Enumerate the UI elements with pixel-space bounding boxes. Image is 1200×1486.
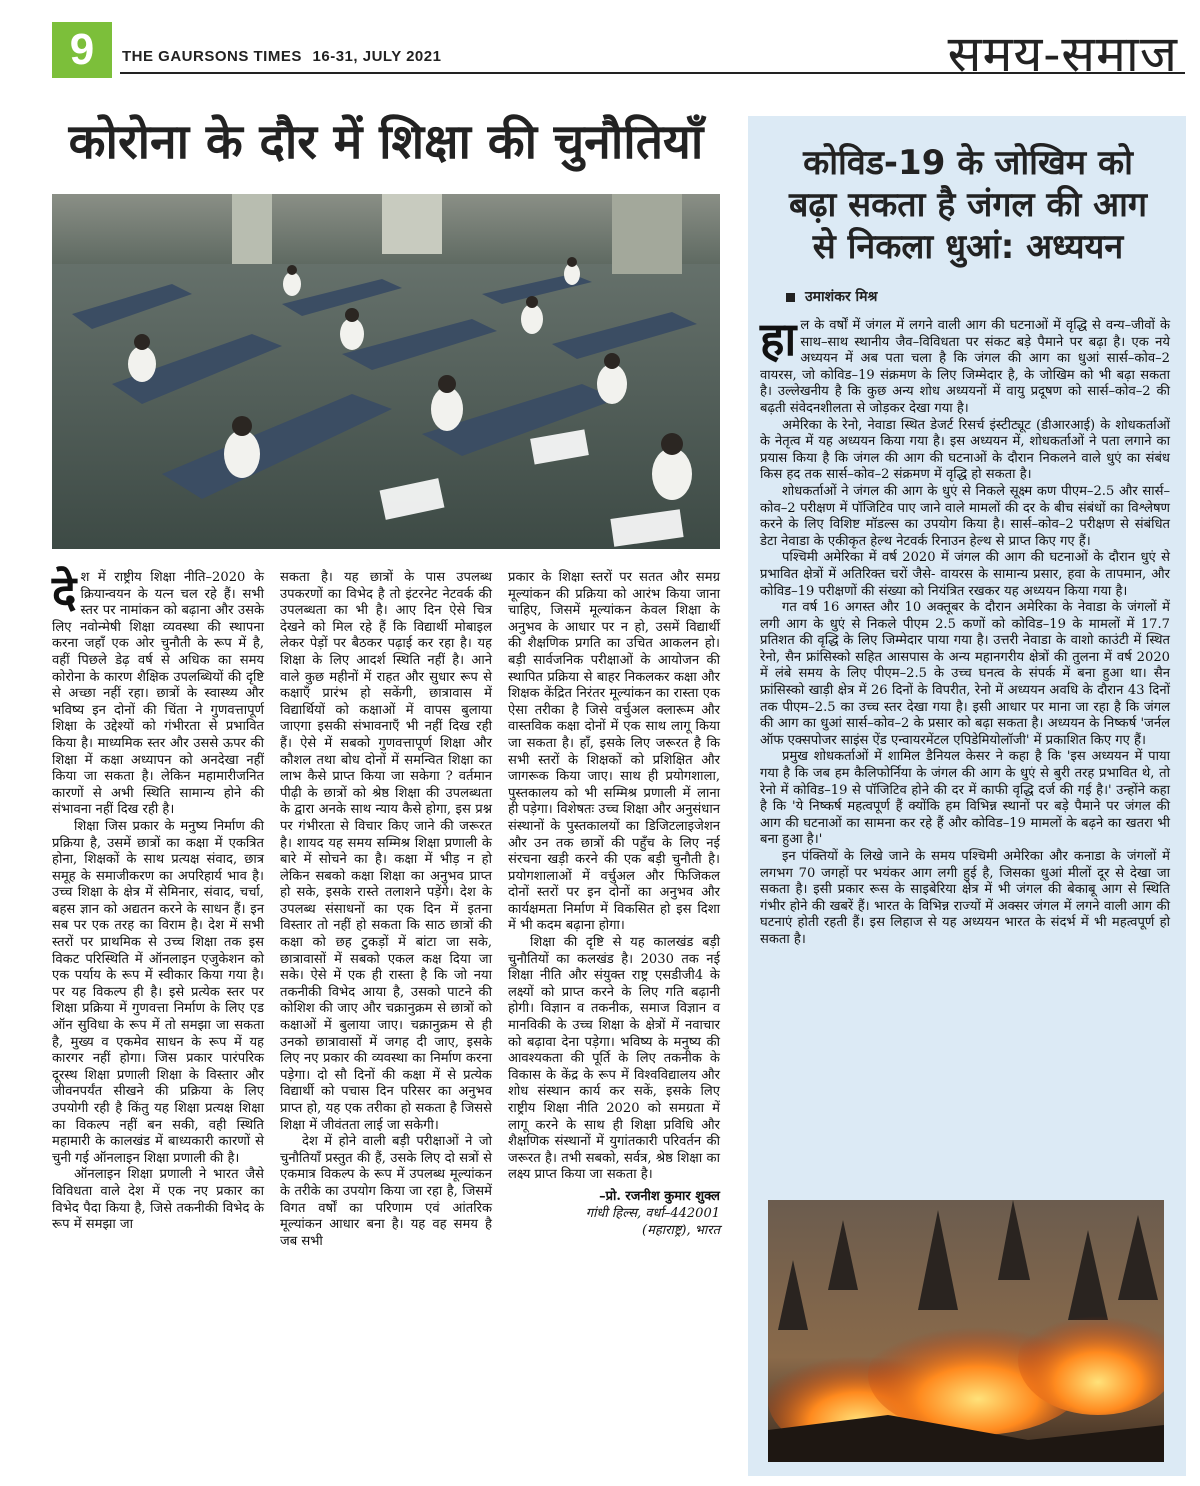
page-number: 9 (52, 22, 112, 78)
side-article-body (760, 312, 1170, 949)
issue-date: 16-31, JULY 2021 (312, 48, 442, 65)
side-headline-line: से निकला धुआं: अध्ययन (812, 227, 1124, 267)
paragraph: प्रकार के शिक्षा स्तरों पर सतत और समग्र मूल्यांकन की प्रक्रिया को आरंभ किया जाना चाहिए, जिसमें मूल्यांकन केवल शिक्षा के अनुभव के आधार पर न हो, उसमें विद्यार्थी की शैक्षणिक प्रगति का उचित आकलन हो। बड़ी सार्वजनिक परीक्षाओं के आयोजन की स्थापित प्रक्रिया से बाहर निकलकर कक्षा और शिक्षक केंद्रित निरंतर मूल्यांकन का रास्ता एक ऐसा तरीका है जिसे वर्चुअल क्लारूम और वास्तविक कक्षा दोनों में एक साथ लागू किया जा सकता है। हाँ, इसके लिए जरूरत है कि सभी स्तरों के शिक्षकों को प्रशिक्षित और जागरूक किया जाए। साथ ही प्रयोगशाला, पुस्तकालय को भी सम्मिश्र प्रणाली में लाना ही पड़ेगा। विशेषतः उच्च शिक्षा और अनुसंधान संस्थानों के पुस्तकालयों का डिजिटलाइजेशन और उन तक छात्रों की पहुँच के लिए नई संरचना खड़ी करने की एक बड़ी चुनौती है। प्रयोगशालाओं में वर्चुअल और फिजिकल दोनों स्तरों पर इन दोनों का अनुभव और कार्यक्षमता निर्माण में विकसित हो इस दिशा में भी कदम बढ़ाना होगा। (508, 570, 720, 934)
main-article-body (52, 565, 720, 1475)
author-signature (508, 1188, 720, 1239)
article-column-1 (52, 565, 264, 1234)
paragraph: हाल के वर्षों में जंगल में लगने वाली आग की घटनाओं में वृद्धि से वन्य–जीवों के साथ–साथ स्थानीय जैव–विविधता पर संकट बड़े पैमाने पर बढ़ा है। एक नये अध्ययन में अब पता चला है कि जंगल की आग का धुआं सार्स–कोव–2 वायरस, जो कोविड–19 संक्रमण के लिए जिम्मेदार है, के जोखिम को भी बढ़ा सकता है। उल्लेखनीय है कि कुछ अन्य शोध अध्ययनों में वायु प्रदूषण को सार्स–कोव–2 की बढ़ती संवेदनशीलता से जोड़कर देखा गया है। (760, 312, 1170, 416)
paragraph: अमेरिका के रेनो, नेवाडा स्थित डेजर्ट रिसर्च इंस्टीट्यूट (डीआरआई) के शोधकर्ताओं के नेतृत्व में यह अध्ययन किया गया है। इस अध्ययन में, शोधकर्ताओं ने पता लगाने का प्रयास किया है कि जंगल की आग की घटनाओं के दौरान निकलने वाले धुएं का संबंध किस हद तक सार्स–कोव–2 संक्रमण में वृद्धि हो सकता है। (760, 417, 1170, 483)
paragraph: शिक्षा जिस प्रकार के मनुष्य निर्माण की प्रक्रिया है, उसमें छात्रों का कक्षा में एकत्रित होना, शिक्षकों के साथ प्रत्यक्ष संवाद, छात्र समूह के समाजीकरण का अपरिहार्य भाव है। उच्च शिक्षा के क्षेत्र में सेमिनार, संवाद, चर्चा, बहस ज्ञान को अद्यतन करने के साधन हैं। इन सब पर एक तरह का विराम है। देश में सभी स्तरों पर प्राथमिक से उच्च शिक्षा तक इस विकट परिस्थिति में ऑनलाइन एजुकेशन को एक पर्याय के रूप में स्वीकार किया गया है। पर यह विकल्प ही है। इसे प्रत्येक स्तर पर शिक्षा प्रक्रिया में गुणवत्ता निर्माण के लिए एड ऑन सुविधा के रूप में तो समझा जा सकता है, मुख्य व एकमेव साधन के रूप में यह कारगर नहीं होगा। जिस प्रकार पारंपरिक दूरस्थ शिक्षा प्रणाली शिक्षा के विस्तार और जीवनपर्यंत सीखने की प्रक्रिया के लिए उपयोगी रही है किंतु यह शिक्षा प्रत्यक्ष शिक्षा का विकल्प नहीं बन सकी, वही स्थिति महामारी के कालखंड में बाध्यकारी कारणों से चुनी गई ऑनलाइन शिक्षा प्रणाली की है। (52, 818, 264, 1166)
article-column-3 (508, 570, 720, 1239)
paragraph: पश्चिमी अमेरिका में वर्ष 2020 में जंगल की आग की घटनाओं के दौरान धुएं से प्रभावित क्षेत्रों में अतिरिक्त चरों जैसे- वायरस के सामान्य प्रसार, हवा के तापमान, और कोविड–19 परीक्षणों की संख्या को नियंत्रित रखकर यह अध्ययन किया गया है। (760, 550, 1170, 599)
article-column-2 (280, 570, 492, 1250)
bullet-square-icon (786, 293, 795, 302)
paragraph: प्रमुख शोधकर्ताओं में शामिल डैनियल केसर ने कहा है कि 'इस अध्ययन में पाया गया है कि जब हम कैलिफोर्निया के जंगल की आग के धुएं से बुरी तरह प्रभावित थे, तो रेनो में कोविड–19 से पॉजिटिव होने की दर में काफी वृद्धि दर्ज की गई है।' उन्होंने कहा है कि 'ये निष्कर्ष महत्वपूर्ण हैं क्योंकि हम विभिन्न स्थानों पर बड़े पैमाने पर जंगल की आग की घटनाओं का सामना कर रहे हैं और कोविड–19 मामलों के बढ़ने का खतरा भी बना हुआ है।' (760, 749, 1170, 848)
masthead (122, 48, 447, 65)
paragraph: इन पंक्तियों के लिखे जाने के समय पश्चिमी अमेरिका और कनाडा के जंगलों में लगभग 70 जगहों पर भयंकर आग लगी हुई है, जिसका धुआं मीलों दूर से देखा जा सकता है। इसी प्रकार रूस के साइबेरिया क्षेत्र में भी जंगल की बेकाबू आग से स्थिति गंभीर होने की खबरें हैं। भारत के विभिन्न राज्यों में अक्सर जंगल में लगने वाली आग की घटनाएं होती रहती हैं। इस लिहाज से यह अध्ययन भारत के संदर्भ में भी महत्वपूर्ण हो सकता है। (760, 849, 1170, 947)
paragraph: गत वर्ष 16 अगस्त और 10 अक्तूबर के दौरान अमेरिका के नेवाडा के जंगलों में लगी आग के धुएं से निकले पीएम 2.5 कणों को कोविड–19 के मामलों में 17.7 प्रतिशत की वृद्धि के लिए जिम्मेदार पाया गया है। उत्तरी नेवाडा के वाशो काउंटी में स्थित रेनो, सैन फ्रांसिस्को सहित आसपास के अन्य महानगरीय क्षेत्रों की तुलना में वर्ष 2020 में लंबे समय के लिए पीएम–2.5 के उच्च घनत्व के संपर्क में बना हुआ था। सैन फ्रांसिस्को खाड़ी क्षेत्र में 26 दिनों के विपरीत, रेनो में अध्ययन अवधि के दौरान 43 दिनों तक पीएम–2.5 का उच्च स्तर देखा गया है। इसी आधार पर माना जा रहा है कि जंगल की आग का धुआं सार्स–कोव–2 के प्रसार को बढ़ा सकता है। अध्ययन के निष्कर्ष 'जर्नल ऑफ एक्सपोजर साइंस ऐंड एन्वायरमेंटल एपिडेमियोलॉजी' में प्रकाशित किए गए हैं। (760, 600, 1170, 748)
paragraph: ऑनलाइन शिक्षा प्रणाली ने भारत जैसे विविधता वाले देश में एक नए प्रकार का विभेद पैदा किया है, जिसे तकनीकी विभेद के रूप में समझा जा (52, 1167, 264, 1233)
forest-fire-photo (768, 1200, 1164, 1462)
side-headline-line: बढ़ा सकता है जंगल की आग (788, 185, 1148, 225)
drop-cap: हा (760, 312, 797, 366)
paragraph: देश में होने वाली बड़ी परीक्षाओं ने जो चुनौतियाँ प्रस्तुत की हैं, उसके लिए दो सत्रों से एकमात्र विकल्प के रूप में उपलब्ध मूल्यांकन के तरीके का उपयोग किया जा रहा है, जिसमें विगत वर्षों का परिणाम एवं आंतरिक मूल्यांकन आधार बना है। यह वह समय है जब सभी (280, 1134, 492, 1249)
author-address: गांधी हिल्स, वर्धा–442001 (585, 1205, 720, 1221)
side-headline (758, 142, 1178, 268)
side-author: उमाशंकर मिश्र (786, 287, 877, 306)
paragraph: देश में राष्ट्रीय शिक्षा नीति–2020 के क्रियान्वयन के यत्न चल रहे हैं। सभी स्तर पर नामांकन को बढ़ाना और उसके लिए नवोन्मेषी शिक्षा व्यवस्था की स्थापना करना जहाँ एक ओर चुनौती के रूप में है, वहीं पिछले डेढ़ वर्ष से अधिक का समय कोरोना के कारण शैक्षिक उपलब्धियों की दृष्टि से अच्छा नहीं रहा। छात्रों के स्वास्थ्य और भविष्य इन दोनों की चिंता ने गुणवत्तापूर्ण शिक्षा के उद्देश्यों को गंभीरता से प्रभावित किया है। माध्यमिक स्तर और उससे ऊपर की शिक्षा में कक्षा अध्यापन को अनदेखा नहीं किया जा सकता है। लेकिन महामारीजनित कारणों से अभी स्थिति सामान्य होने की संभावना नहीं दिख रही है। (52, 565, 264, 818)
classroom-exam-photo (52, 194, 720, 549)
section-title: समय-समाज (947, 25, 1178, 83)
author-name: –प्रो. रजनीश कुमार शुक्ल (599, 1188, 720, 1204)
paragraph: शोधकर्ताओं ने जंगल की आग के धुएं से निकले सूक्ष्म कण पीएम–2.5 और सार्स–कोव–2 परीक्षण में पॉजिटिव पाए जाने वाले मामलों की दर के बीच संबंधों का विश्लेषण करने के लिए विशिष्ट मॉडल्स का उपयोग किया है। सार्स–कोव–2 परीक्षण से संबंधित डेटा नेवाडा के एकीकृत हेल्थ नेटवर्क रिनाउन हेल्थ से प्राप्त किए गए हैं। (760, 483, 1170, 549)
side-headline-line: कोविड-19 के जोखिम को (803, 143, 1133, 183)
paragraph: सकता है। यह छात्रों के पास उपलब्ध उपकरणों का विभेद है तो इंटरनेट नेटवर्क की उपलब्धता का भी है। आए दिन ऐसे चित्र देखने को मिल रहे हैं कि विद्यार्थी मोबाइल लेकर पेड़ों पर बैठकर पढ़ाई कर रहा है। यह शिक्षा के लिए आदर्श स्थिति नहीं है। आने वाले कुछ महीनों में राहत और सुधार रूप से कक्षाएँ प्रारंभ हो सकेंगी, छात्रावास में विद्यार्थियों को कक्षाओं में वापस बुलाया जाएगा इसकी संभावनाएँ भी नहीं दिख रही हैं। ऐसे में सबको गुणवत्तापूर्ण शिक्षा और कौशल तथा बोध दोनों में समन्वित शिक्षा का लाभ कैसे प्राप्त किया जा सकेगा ? वर्तमान पीढ़ी के छात्रों को श्रेष्ठ शिक्षा की उपलब्धता के द्वारा अनके साथ न्याय कैसे होगा, इस प्रश्न पर गंभीरता से विचार किए जाने की जरूरत है। शायद यह समय सम्मिश्र शिक्षा प्रणाली के बारे में सोचने का है। कक्षा में भीड़ न हो लेकिन सबको कक्षा शिक्षा का अनुभव प्राप्त हो सके, इसके रास्ते तलाशने पड़ेंगे। देश के उपलब्ध संसाधनों का एक दिन में इतना विस्तार तो नहीं हो सकता कि साठ छात्रों की कक्षा को छह टुकड़ों में बांटा जा सके, छात्रावासों में सबको एकल कक्ष दिया जा सके। ऐसे में एक ही रास्ता है कि जो नया तकनीकी विभेद आया है, उसको पाटने की कोशिश की जाए और चक्रानुक्रम से छात्रों को कक्षाओं में बुलाया जाए। चक्रानुक्रम से ही उनको छात्रावासों में जगह दी जाए, इसके लिए नए प्रकार की व्यवस्था का निर्माण करना पड़ेगा। दो सौ दिनों की कक्षा में से प्रत्येक विद्यार्थी को पचास दिन परिसर का अनुभव प्राप्त हो, यह एक तरीका हो सकता है जिससे शिक्षा में जीवंतता लाई जा सकेगी। (280, 570, 492, 1133)
newspaper-name: THE GAURSONS TIMES (122, 48, 302, 65)
paragraph: शिक्षा की दृष्टि से यह कालखंड बड़ी चुनौतियों का कलखंड है। 2030 तक नई शिक्षा नीति और संयुक्त राष्ट्र एसडीजी4 के लक्ष्यों को प्राप्त करने के लिए गति बढ़ानी होगी। विज्ञान व तकनीक, समाज विज्ञान व मानविकी के उच्च शिक्षा के क्षेत्रों में नवाचार को बढ़ावा देना पड़ेगा। भविष्य के मनुष्य की आवश्यकता की पूर्ति के लिए तकनीक के विकास के केंद्र के रूप में विश्वविद्यालय और शोध संस्थान कार्य कर सकें, इसके लिए राष्ट्रीय शिक्षा नीति 2020 को समग्रता में लागू करने के साथ ही शिक्षा प्रविधि और शैक्षणिक संस्थानों में युगांतकारी परिवर्तन की जरूरत है। तभी सबको, सर्वत्र, श्रेष्ठ शिक्षा का लक्ष्य प्राप्त किया जा सकता है। (508, 935, 720, 1183)
author-state: (महाराष्ट्र), भारत (642, 1222, 720, 1238)
drop-cap: दे (52, 565, 77, 619)
main-headline: कोरोना के दौर में शिक्षा की चुनौतियाँ (68, 114, 704, 170)
